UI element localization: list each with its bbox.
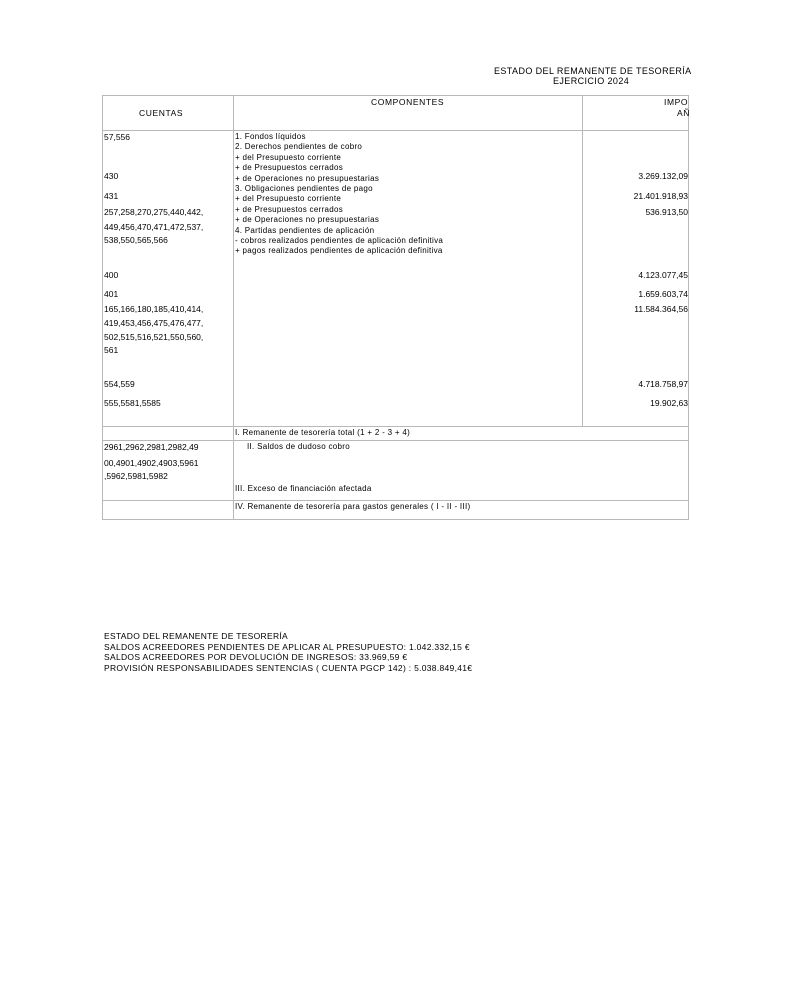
- exceso-financiacion-label: III. Exceso de financiación afectada: [235, 484, 372, 493]
- footer-line: PROVISIÓN RESPONSABILIDADES SENTENCIAS ( CUENTA PGCP 142) : 5.038.849,41€: [104, 662, 473, 673]
- componente-item: + de Presupuestos cerrados: [235, 204, 344, 214]
- dudoso-cuentas-line2: 00,4901,4902,4903,5961: [104, 458, 199, 468]
- footer-line: ESTADO DEL REMANENTE DE TESORERÍA: [104, 631, 289, 641]
- cuenta-row: 449,456,470,471,472,537,: [104, 222, 204, 232]
- cuenta-row: 555,5581,5585: [104, 398, 161, 408]
- cuenta-row: 561: [104, 345, 119, 355]
- cuenta-row: 502,515,516,521,550,560,: [104, 332, 204, 342]
- cuenta-row: 401: [104, 289, 119, 299]
- cuenta-row: 430: [104, 171, 119, 181]
- importe-value: 536.913,50: [645, 207, 688, 217]
- cuenta-row: 57,556: [104, 132, 130, 142]
- footer-line: SALDOS ACREEDORES PENDIENTES DE APLICAR AL PRESUPUESTO: 1.042.332,15 €: [104, 641, 470, 652]
- importe-value: 21.401.918,93: [633, 191, 688, 201]
- componente-item: + de Presupuestos cerrados: [235, 163, 344, 173]
- cuenta-row: 554,559: [104, 379, 135, 389]
- componente-item: + de Operaciones no presupuestarias: [235, 215, 380, 225]
- dudoso-cuentas-line1: 2961,2962,2981,2982,49: [104, 442, 199, 452]
- importe-value: 11.584.364,56: [634, 304, 688, 314]
- componente-item: + de Operaciones no presupuestarias: [235, 173, 380, 183]
- cuenta-row: 431: [104, 191, 119, 201]
- column-header-cuentas: CUENTAS: [139, 108, 184, 118]
- importe-value: 4.123.077,45: [638, 270, 688, 280]
- dudoso-cuentas-line3: ,5962,5981,5982: [104, 471, 168, 481]
- footer-line: SALDOS ACREEDORES POR DEVOLUCIÓN DE INGRESOS: 33.969,59 €: [104, 652, 408, 663]
- column-header-importes-line2: AÑ: [677, 108, 691, 118]
- report-subtitle: EJERCICIO 2024: [553, 76, 630, 86]
- cuenta-row: 257,258,270,275,440,442,: [104, 207, 204, 217]
- componente-item: + del Presupuesto corriente: [235, 194, 342, 204]
- componente-item: - cobros realizados pendientes de aplicación definitiva: [235, 236, 444, 246]
- remanente-gastos-generales-label: IV. Remanente de tesorería para gastos generales ( I - II - III): [235, 502, 471, 511]
- column-header-componentes: COMPONENTES: [371, 97, 445, 107]
- report-title: ESTADO DEL REMANENTE DE TESORERÍA: [494, 66, 692, 76]
- saldos-dudoso-cobro-label: II. Saldos de dudoso cobro: [247, 442, 350, 451]
- cuenta-row: 538,550,565,566: [104, 235, 168, 245]
- cuenta-row: 400: [104, 270, 119, 280]
- cuenta-row: 165,166,180,185,410,414,: [104, 304, 204, 314]
- componente-item: 2. Derechos pendientes de cobro: [235, 142, 363, 152]
- cuenta-row: 419,453,456,475,476,477,: [104, 318, 204, 328]
- componente-item: + del Presupuesto corriente: [235, 152, 342, 162]
- componente-item: 4. Partidas pendientes de aplicación: [235, 225, 375, 235]
- componente-item: 1. Fondos líquidos: [235, 132, 306, 141]
- importe-value: 1.659.603,74: [638, 289, 688, 299]
- componente-item: + pagos realizados pendientes de aplicación definitiva: [235, 246, 443, 256]
- componentes-list: [235, 132, 443, 257]
- importe-value: 4.718.758,97: [638, 379, 688, 389]
- importe-value: 19.902,63: [650, 398, 688, 408]
- importe-value: 3.269.132,09: [638, 171, 688, 181]
- componente-item: 3. Obligaciones pendientes de pago: [235, 184, 373, 194]
- footer-notes: [104, 631, 472, 673]
- column-header-importes-line1: IMPO: [664, 97, 689, 107]
- remanente-total-label: I. Remanente de tesorería total (1 + 2 - 3 + 4): [235, 428, 411, 437]
